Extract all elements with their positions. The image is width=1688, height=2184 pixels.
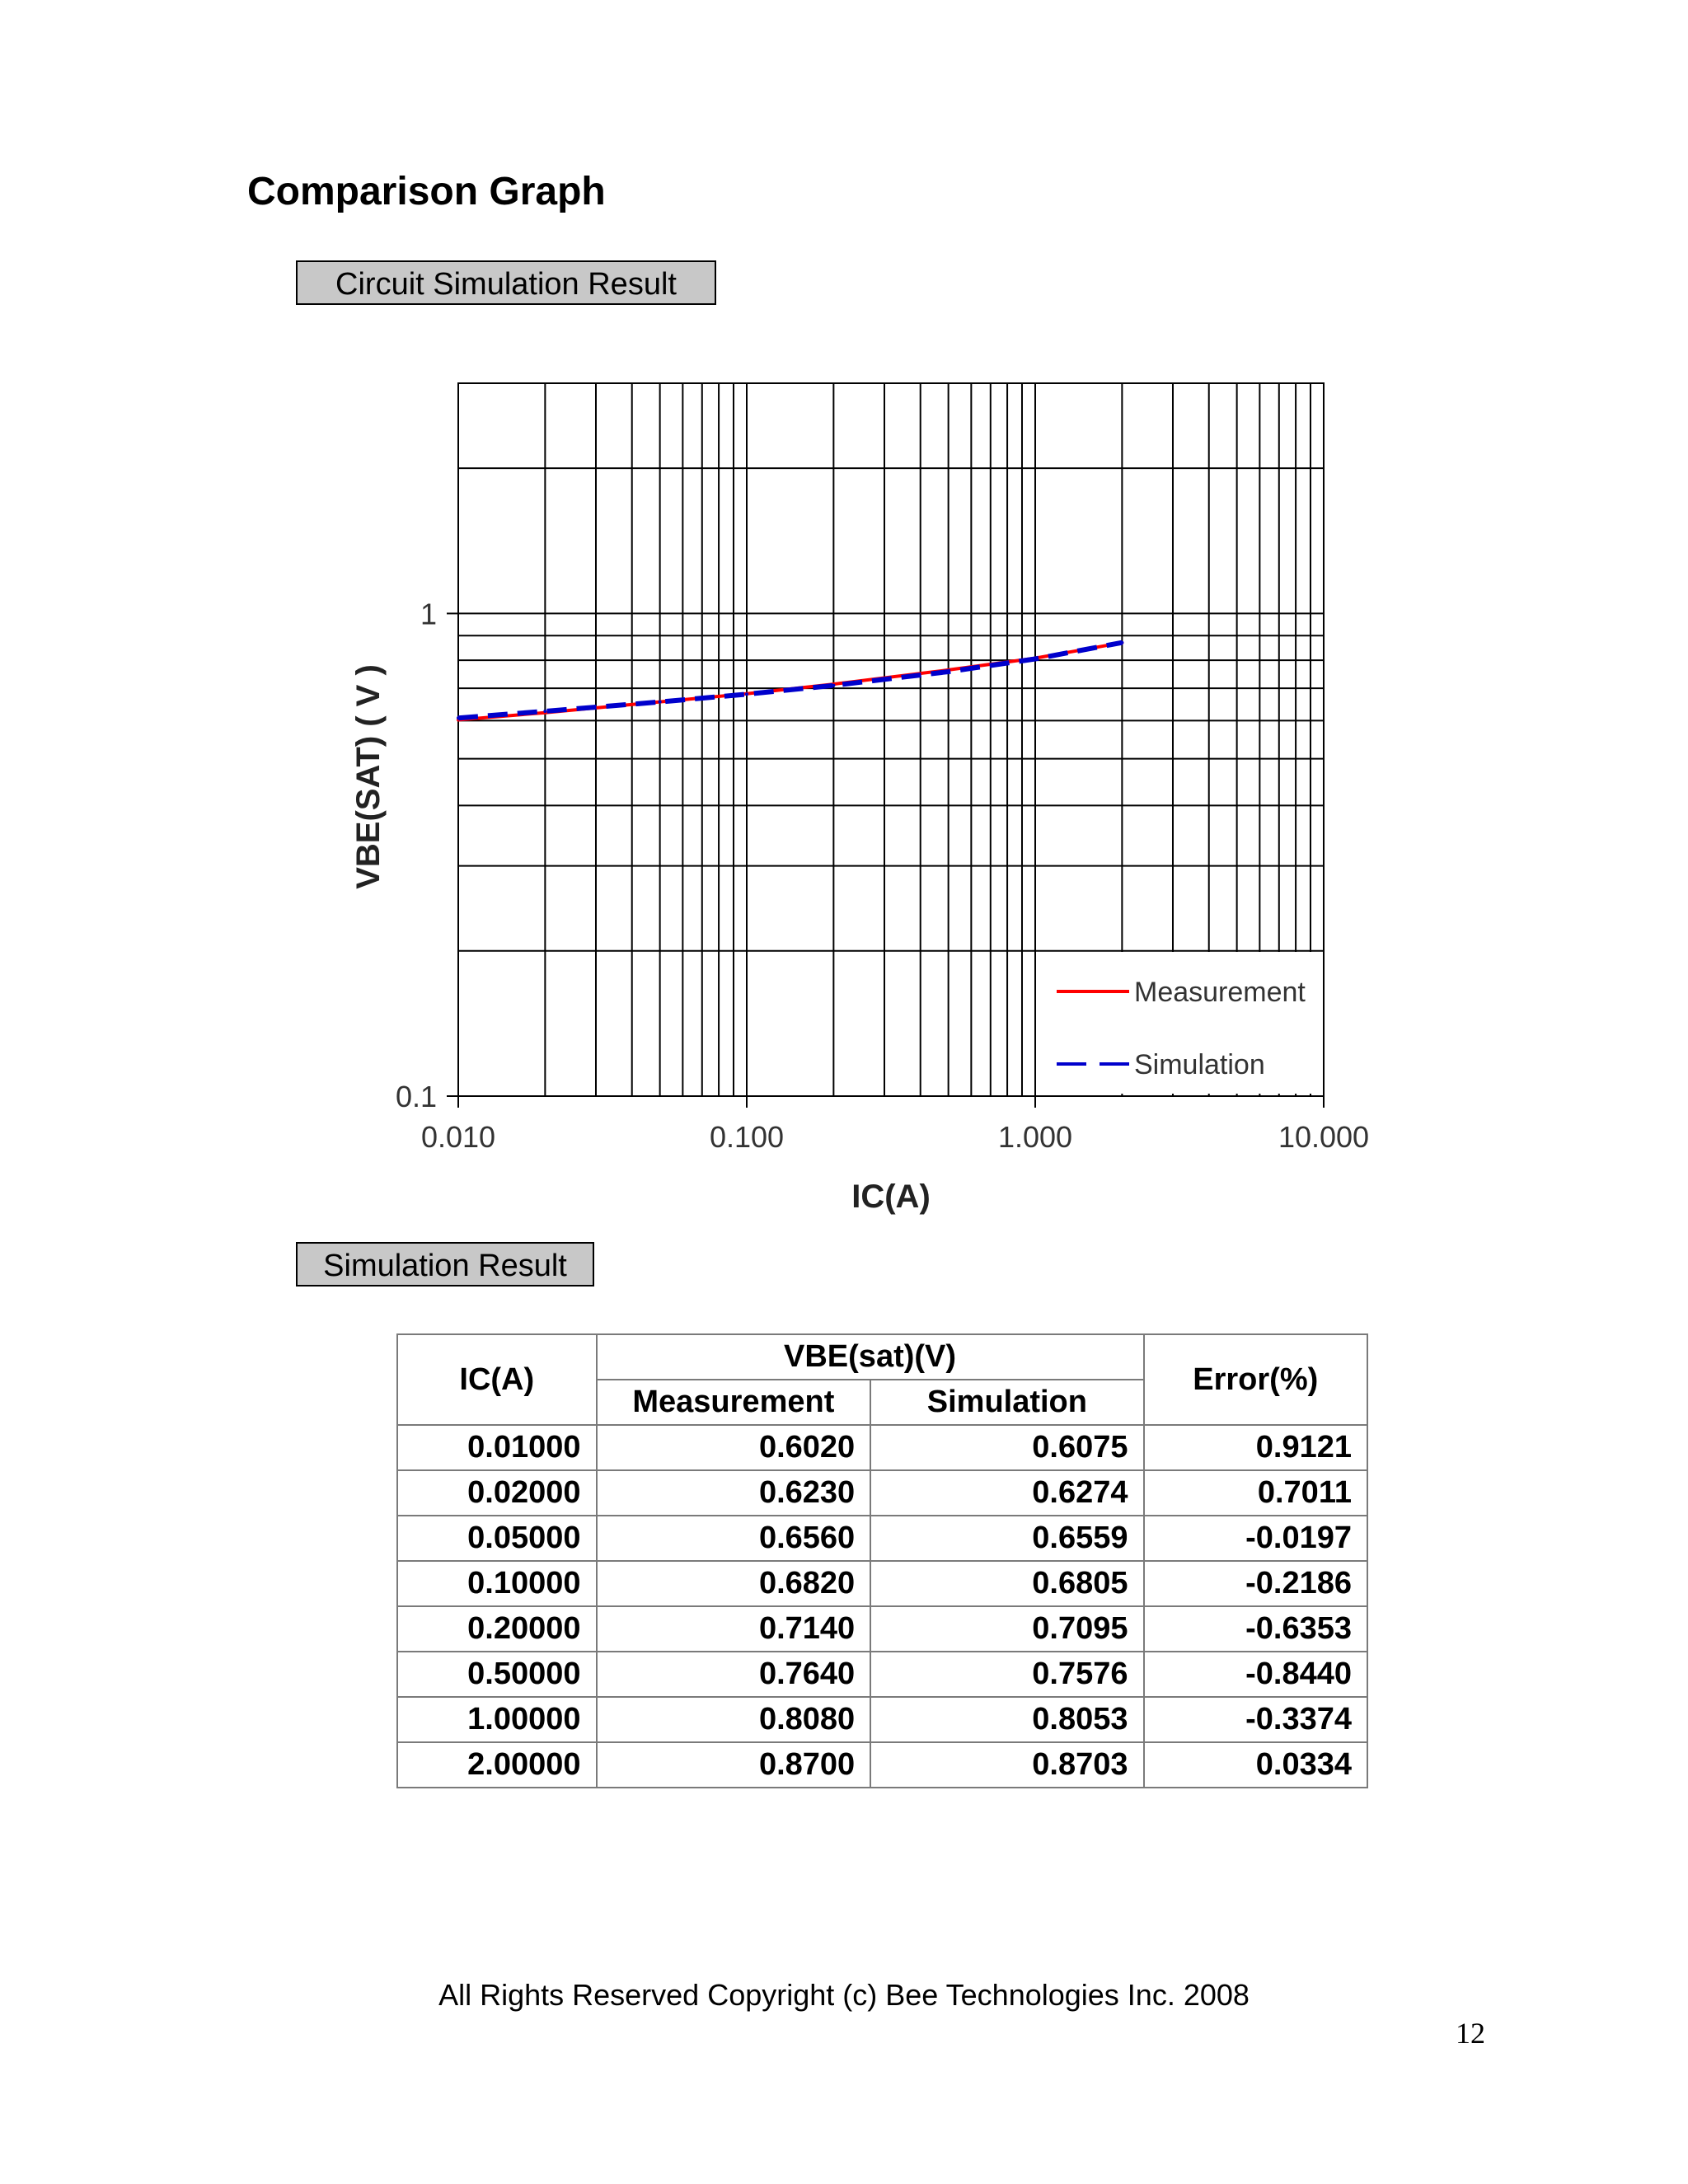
data-point-simulation: [457, 716, 460, 719]
legend-label-measurement: Measurement: [1134, 977, 1306, 1008]
legend-label-simulation: Simulation: [1134, 1049, 1265, 1080]
cell-measurement: 0.6020: [597, 1425, 871, 1470]
header-measurement: Measurement: [597, 1380, 871, 1425]
simulation-result-label: Simulation Result: [296, 1242, 594, 1286]
cell-measurement: 0.8080: [597, 1697, 871, 1742]
cell-error: 0.7011: [1144, 1470, 1367, 1516]
cell-measurement: 0.6230: [597, 1470, 871, 1516]
cell-simulation: 0.7095: [870, 1606, 1143, 1652]
x-tick-label: 10.000: [1278, 1120, 1370, 1154]
x-axis-label: IC(A): [851, 1179, 931, 1215]
cell-simulation: 0.8053: [870, 1697, 1143, 1742]
cell-ic: 0.50000: [397, 1652, 597, 1697]
data-point-simulation: [1034, 657, 1037, 660]
cell-measurement: 0.7140: [597, 1606, 871, 1652]
y-tick-label: 0.1: [395, 1080, 437, 1113]
header-vbe-sat: VBE(sat)(V): [597, 1334, 1144, 1380]
circuit-simulation-result-label: Circuit Simulation Result: [296, 260, 716, 305]
cell-simulation: 0.7576: [870, 1652, 1143, 1697]
cell-simulation: 0.6075: [870, 1425, 1143, 1470]
table-row: [397, 1606, 1367, 1652]
y-tick-label: 1: [420, 597, 437, 631]
results-table: [396, 1333, 1368, 1788]
series-layer: [457, 641, 1123, 722]
table-row: [397, 1652, 1367, 1697]
cell-error: -0.3374: [1144, 1697, 1367, 1742]
cell-ic: 0.02000: [397, 1470, 597, 1516]
cell-ic: 0.05000: [397, 1516, 597, 1561]
cell-error: -0.6353: [1144, 1606, 1367, 1652]
comparison-chart: [346, 354, 1418, 1244]
table-row: [397, 1697, 1367, 1742]
page-title: Comparison Graph: [247, 170, 606, 213]
header-simulation: Simulation: [870, 1380, 1143, 1425]
data-point-simulation: [543, 710, 546, 713]
cell-error: 0.9121: [1144, 1425, 1367, 1470]
chart-legend: [1047, 952, 1322, 1094]
x-tick-label: 1.000: [997, 1120, 1073, 1154]
table-row: [397, 1470, 1367, 1516]
x-tick-label: 0.010: [420, 1120, 496, 1154]
cell-measurement: 0.7640: [597, 1652, 871, 1697]
data-point-simulation: [947, 670, 950, 673]
cell-simulation: 0.6559: [870, 1516, 1143, 1561]
cell-ic: 1.00000: [397, 1697, 597, 1742]
table-row: [397, 1425, 1367, 1470]
header-ic: IC(A): [397, 1334, 597, 1425]
x-tick-label: 0.100: [709, 1120, 785, 1154]
copyright-footer: All Rights Reserved Copyright (c) Bee Technologies Inc. 2008: [438, 1978, 1250, 2012]
table-row: [397, 1561, 1367, 1606]
cell-simulation: 0.8703: [870, 1742, 1143, 1788]
data-point-simulation: [659, 701, 662, 704]
cell-ic: 0.01000: [397, 1425, 597, 1470]
data-point-simulation: [832, 684, 835, 687]
y-axis-label: VBE(SAT) ( V ): [350, 664, 387, 889]
cell-measurement: 0.6560: [597, 1516, 871, 1561]
cell-error: -0.2186: [1144, 1561, 1367, 1606]
cell-error: 0.0334: [1144, 1742, 1367, 1788]
header-error: Error(%): [1144, 1334, 1367, 1425]
page-number: 12: [1456, 2017, 1485, 2050]
cell-measurement: 0.8700: [597, 1742, 871, 1788]
cell-ic: 0.10000: [397, 1561, 597, 1606]
cell-error: -0.8440: [1144, 1652, 1367, 1697]
data-point-simulation: [745, 692, 748, 696]
table-row: [397, 1742, 1367, 1788]
cell-ic: 2.00000: [397, 1742, 597, 1788]
cell-ic: 0.20000: [397, 1606, 597, 1652]
cell-simulation: 0.6805: [870, 1561, 1143, 1606]
cell-measurement: 0.6820: [597, 1561, 871, 1606]
data-point-simulation: [1120, 641, 1123, 644]
cell-error: -0.0197: [1144, 1516, 1367, 1561]
table-row: [397, 1516, 1367, 1561]
cell-simulation: 0.6274: [870, 1470, 1143, 1516]
